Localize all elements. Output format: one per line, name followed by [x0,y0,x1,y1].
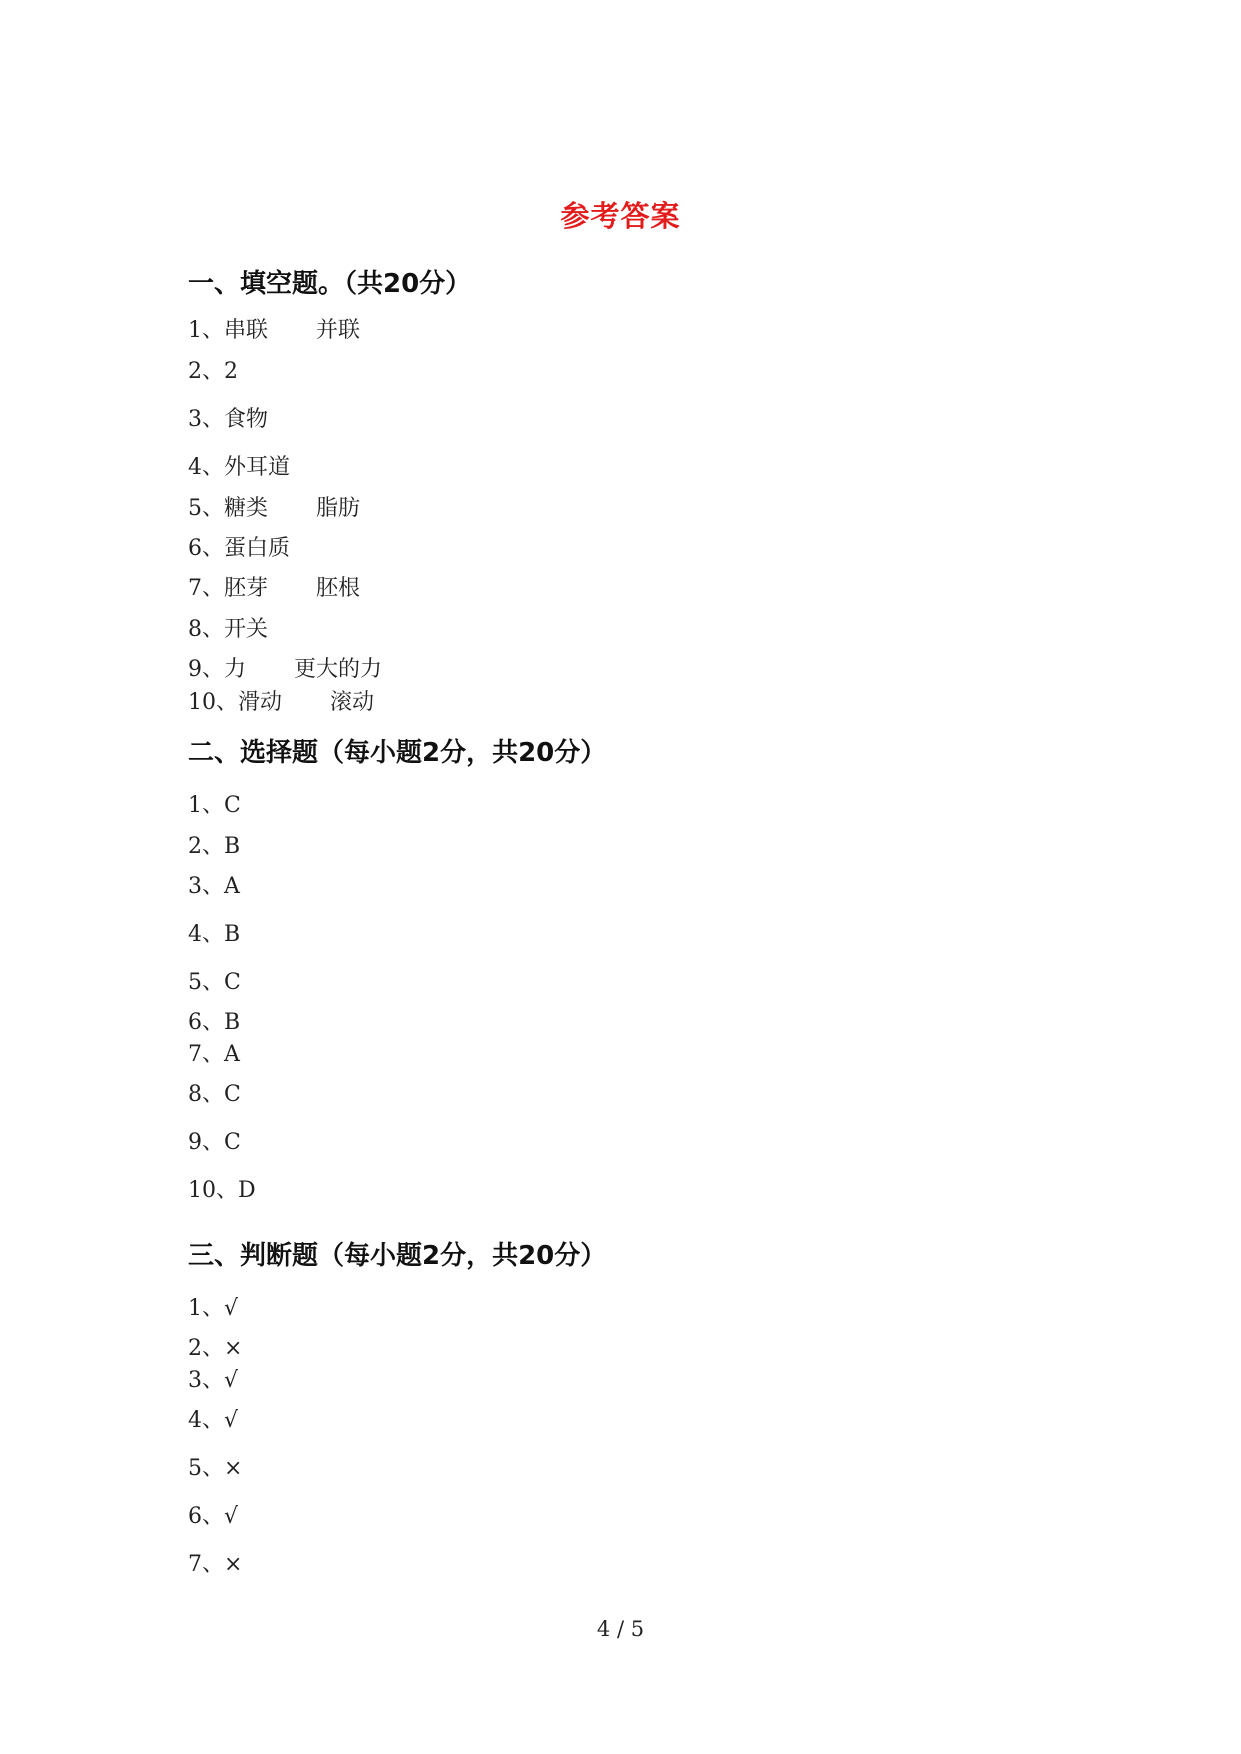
page-number: 4 / 5 [596,1617,645,1641]
answer-text: B [224,1010,241,1035]
answer-item [188,1547,242,1578]
answer-text: 开关 [224,617,269,642]
answer-number: 4、 [188,1408,224,1433]
section-heading: 二、选择题（每小题2分，共20分） [188,738,607,768]
answer-number: 8、 [188,1082,224,1107]
answer-text: A [224,874,240,899]
answer-number: 9、 [188,1130,224,1155]
answer-text: 外耳道 [224,455,291,480]
answer-text: C [224,1082,241,1107]
answer-item [188,788,241,819]
answer-text: × [224,1336,243,1361]
answer-number: 9、 [188,657,224,682]
answer-item [188,685,374,716]
answer-item [188,869,240,900]
answer-number: 1、 [188,318,224,343]
answer-text: 蛋白质 [224,536,291,561]
answer-item [188,1331,242,1362]
answer-text: 糖类 [224,496,269,521]
answer-number: 4、 [188,455,224,480]
answer-text: 滚动 [330,690,375,715]
answer-text: √ [224,1408,239,1433]
answer-text: 滑动 [238,690,283,715]
answer-item [188,354,238,385]
answer-item [188,1403,238,1434]
answer-text: 胚芽 [224,576,269,601]
answer-text: √ [224,1368,239,1393]
answer-number: 3、 [188,874,224,899]
answer-item [188,402,268,433]
answer-number: 3、 [188,407,224,432]
answer-item [188,1077,241,1108]
answer-text: 更大的力 [294,657,383,682]
answer-text: A [224,1042,240,1067]
answer-number: 5、 [188,970,224,995]
answer-text: B [224,922,241,947]
answer-item [188,1451,242,1482]
answer-number: 5、 [188,1456,224,1481]
section-heading: 三、判断题（每小题2分，共20分） [188,1241,607,1271]
answer-text: C [224,793,241,818]
answer-text: C [224,970,241,995]
section-heading: 一、填空题。（共20分） [188,269,472,299]
page-title: 参考答案 [560,199,681,233]
answer-text: C [224,1130,241,1155]
answer-item [188,1125,241,1156]
answer-text: D [238,1178,256,1203]
answer-number: 10、 [188,690,238,715]
answer-text: × [224,1456,243,1481]
answer-number: 2、 [188,834,224,859]
answer-number: 6、 [188,1504,224,1529]
answer-item [188,652,382,683]
answer-text: 力 [224,657,247,682]
answer-number: 7、 [188,1552,224,1577]
answer-number: 7、 [188,576,224,601]
answer-number: 5、 [188,496,224,521]
answer-number: 10、 [188,1178,238,1203]
answer-item [188,571,360,602]
answer-item [188,1173,256,1204]
answer-number: 4、 [188,922,224,947]
answer-text: 2 [224,359,238,384]
answer-item [188,1005,240,1036]
answer-text: √ [224,1504,239,1529]
answer-item [188,531,290,562]
answer-number: 8、 [188,617,224,642]
answer-item [188,965,241,996]
answer-item [188,313,360,344]
answer-number: 6、 [188,1010,224,1035]
answer-text: 脂肪 [316,496,361,521]
answer-item [188,1363,238,1394]
answer-number: 1、 [188,1296,224,1321]
answer-item [188,612,268,643]
answer-number: 2、 [188,359,224,384]
answer-text: 串联 [224,318,269,343]
answer-number: 3、 [188,1368,224,1393]
answer-number: 7、 [188,1042,224,1067]
answer-text: √ [224,1296,239,1321]
answer-text: 并联 [316,318,361,343]
answer-number: 2、 [188,1336,224,1361]
answer-item [188,450,290,481]
answer-item [188,1037,240,1068]
answer-text: × [224,1552,243,1577]
answer-item [188,829,240,860]
answer-item [188,1291,238,1322]
answer-item [188,917,240,948]
answer-item [188,1499,238,1530]
answer-text: 食物 [224,407,269,432]
answer-number: 1、 [188,793,224,818]
answer-number: 6、 [188,536,224,561]
answer-text: B [224,834,241,859]
answer-item [188,491,360,522]
answer-text: 胚根 [316,576,361,601]
